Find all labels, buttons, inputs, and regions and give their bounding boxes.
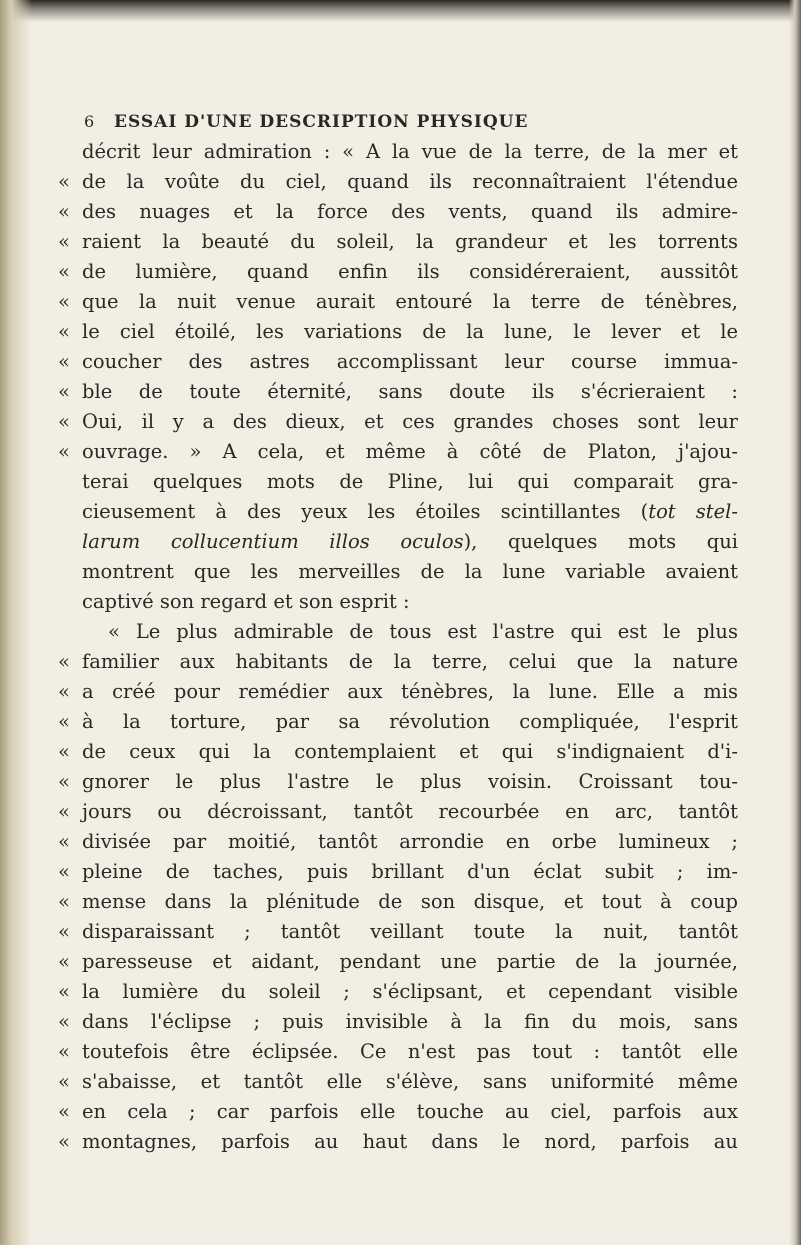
text-line (58, 167, 738, 197)
italic-text: tot stel- (648, 500, 738, 523)
italic-text: larum collucentium illos oculos (82, 530, 464, 553)
quote-mark: « (58, 1040, 70, 1063)
text-segment: mense dans la plénitude de son disque, et tout à coup (82, 890, 738, 913)
text-line (58, 797, 738, 827)
page-edge-right (789, 0, 801, 1245)
text-segment: de ceux qui la contemplaient et qui s'indignaient d'i- (82, 740, 738, 763)
text-segment: cieusement à des yeux les étoiles scintillantes ( (82, 500, 649, 523)
quote-mark: « (58, 440, 70, 463)
quote-mark: « (58, 860, 70, 883)
text-line (58, 347, 738, 377)
text-line (58, 497, 738, 527)
quote-mark: « (58, 830, 70, 853)
quote-mark: « (58, 170, 70, 193)
quote-mark: « (58, 680, 70, 703)
text-line (58, 1127, 738, 1157)
text-segment: de lumière, quand enfin ils considéreraient, aussitôt (82, 260, 738, 283)
text-segment: terai quelques mots de Pline, lui qui comparait gra- (82, 470, 738, 493)
text-line (58, 1007, 738, 1037)
quote-mark: « (58, 380, 70, 403)
text-segment: décrit leur admiration : « A la vue de la terre, de la mer et (82, 140, 738, 163)
text-line (58, 377, 738, 407)
text-segment: que la nuit venue aurait entouré la terre de ténèbres, (82, 290, 738, 313)
text-line (58, 917, 738, 947)
text-segment: pleine de taches, puis brillant d'un éclat subit ; im- (82, 860, 738, 883)
text-line (58, 557, 738, 587)
text-segment: paresseuse et aidant, pendant une partie de la journée, (82, 950, 738, 973)
quote-mark: « (58, 980, 70, 1003)
text-line (58, 467, 738, 497)
text-segment: Oui, il y a des dieux, et ces grandes choses sont leur (82, 410, 738, 433)
text-line (58, 1037, 738, 1067)
text-segment: des nuages et la force des vents, quand ils admire- (82, 200, 738, 223)
text-segment: de la voûte du ciel, quand ils reconnaîtraient l'étendue (82, 170, 738, 193)
quote-mark: « (58, 800, 70, 823)
quote-mark: « (58, 920, 70, 943)
text-line (58, 947, 738, 977)
quote-mark: « (58, 890, 70, 913)
text-segment: en cela ; car parfois elle touche au ciel, parfois aux (82, 1100, 738, 1123)
text-segment: familier aux habitants de la terre, celui que la nature (82, 650, 738, 673)
text-segment: ouvrage. » A cela, et même à côté de Platon, j'ajou- (82, 440, 738, 463)
text-segment: divisée par moitié, tantôt arrondie en orbe lumineux ; (82, 830, 738, 853)
body-text (58, 137, 738, 1157)
text-segment: jours ou décroissant, tantôt recourbée en arc, tantôt (82, 800, 738, 823)
text-line (58, 317, 738, 347)
text-line (58, 677, 738, 707)
quote-mark: « (58, 650, 70, 673)
page-edge-top (0, 0, 801, 22)
text-line (58, 1097, 738, 1127)
text-segment: raient la beauté du soleil, la grandeur et les torrents (82, 230, 738, 253)
quote-mark: « (58, 410, 70, 433)
text-segment: montrent que les merveilles de la lune variable avaient (82, 560, 738, 583)
text-line (58, 617, 738, 647)
text-line (58, 197, 738, 227)
text-segment: disparaissant ; tantôt veillant toute la nuit, tantôt (82, 920, 738, 943)
text-line (58, 887, 738, 917)
quote-mark: « (58, 260, 70, 283)
quote-mark: « (58, 770, 70, 793)
quote-mark: « (58, 230, 70, 253)
quote-mark: « (58, 1100, 70, 1123)
text-segment: coucher des astres accomplissant leur course immua- (82, 350, 738, 373)
text-line (58, 827, 738, 857)
text-segment: s'abaisse, et tantôt elle s'élève, sans uniformité même (82, 1070, 738, 1093)
text-line (58, 767, 738, 797)
text-line (58, 707, 738, 737)
quote-mark: « (58, 950, 70, 973)
text-segment: la lumière du soleil ; s'éclipsant, et cependant visible (82, 980, 738, 1003)
text-line (58, 137, 738, 167)
text-segment: toutefois être éclipsée. Ce n'est pas tout : tantôt elle (82, 1040, 738, 1063)
page-number: 6 (84, 112, 95, 131)
text-segment: montagnes, parfois au haut dans le nord, parfois au (82, 1130, 738, 1153)
quote-mark: « (58, 290, 70, 313)
quote-mark: « (58, 200, 70, 223)
page-edge-left (0, 0, 32, 1245)
quote-mark: « (58, 1070, 70, 1093)
text-line (58, 737, 738, 767)
quote-mark: « (58, 710, 70, 733)
text-segment: captivé son regard et son esprit : (82, 590, 410, 613)
text-line (58, 437, 738, 467)
text-line (58, 857, 738, 887)
text-line (58, 587, 738, 617)
text-segment: à la torture, par sa révolution compliquée, l'esprit (82, 710, 738, 733)
text-line (58, 977, 738, 1007)
quote-mark: « (58, 740, 70, 763)
text-segment: « Le plus admirable de tous est l'astre qui est le plus (108, 620, 738, 643)
text-segment: ), quelques mots qui (463, 530, 738, 553)
text-line (58, 407, 738, 437)
text-segment: ble de toute éternité, sans doute ils s'écrieraient : (82, 380, 738, 403)
quote-mark: « (58, 1010, 70, 1033)
quote-mark: « (58, 320, 70, 343)
quote-mark: « (58, 1130, 70, 1153)
quote-mark: « (58, 350, 70, 373)
text-segment: gnorer le plus l'astre le plus voisin. Croissant tou- (82, 770, 738, 793)
text-line (58, 1067, 738, 1097)
text-line (58, 227, 738, 257)
text-line (58, 257, 738, 287)
text-line (58, 527, 738, 557)
text-segment: a créé pour remédier aux ténèbres, la lune. Elle a mis (82, 680, 738, 703)
text-segment: le ciel étoilé, les variations de la lune, le lever et le (82, 320, 738, 343)
text-line (58, 647, 738, 677)
text-segment: dans l'éclipse ; puis invisible à la fin du mois, sans (82, 1010, 738, 1033)
text-line (58, 287, 738, 317)
running-title: ESSAI D'UNE DESCRIPTION PHYSIQUE (114, 112, 529, 132)
